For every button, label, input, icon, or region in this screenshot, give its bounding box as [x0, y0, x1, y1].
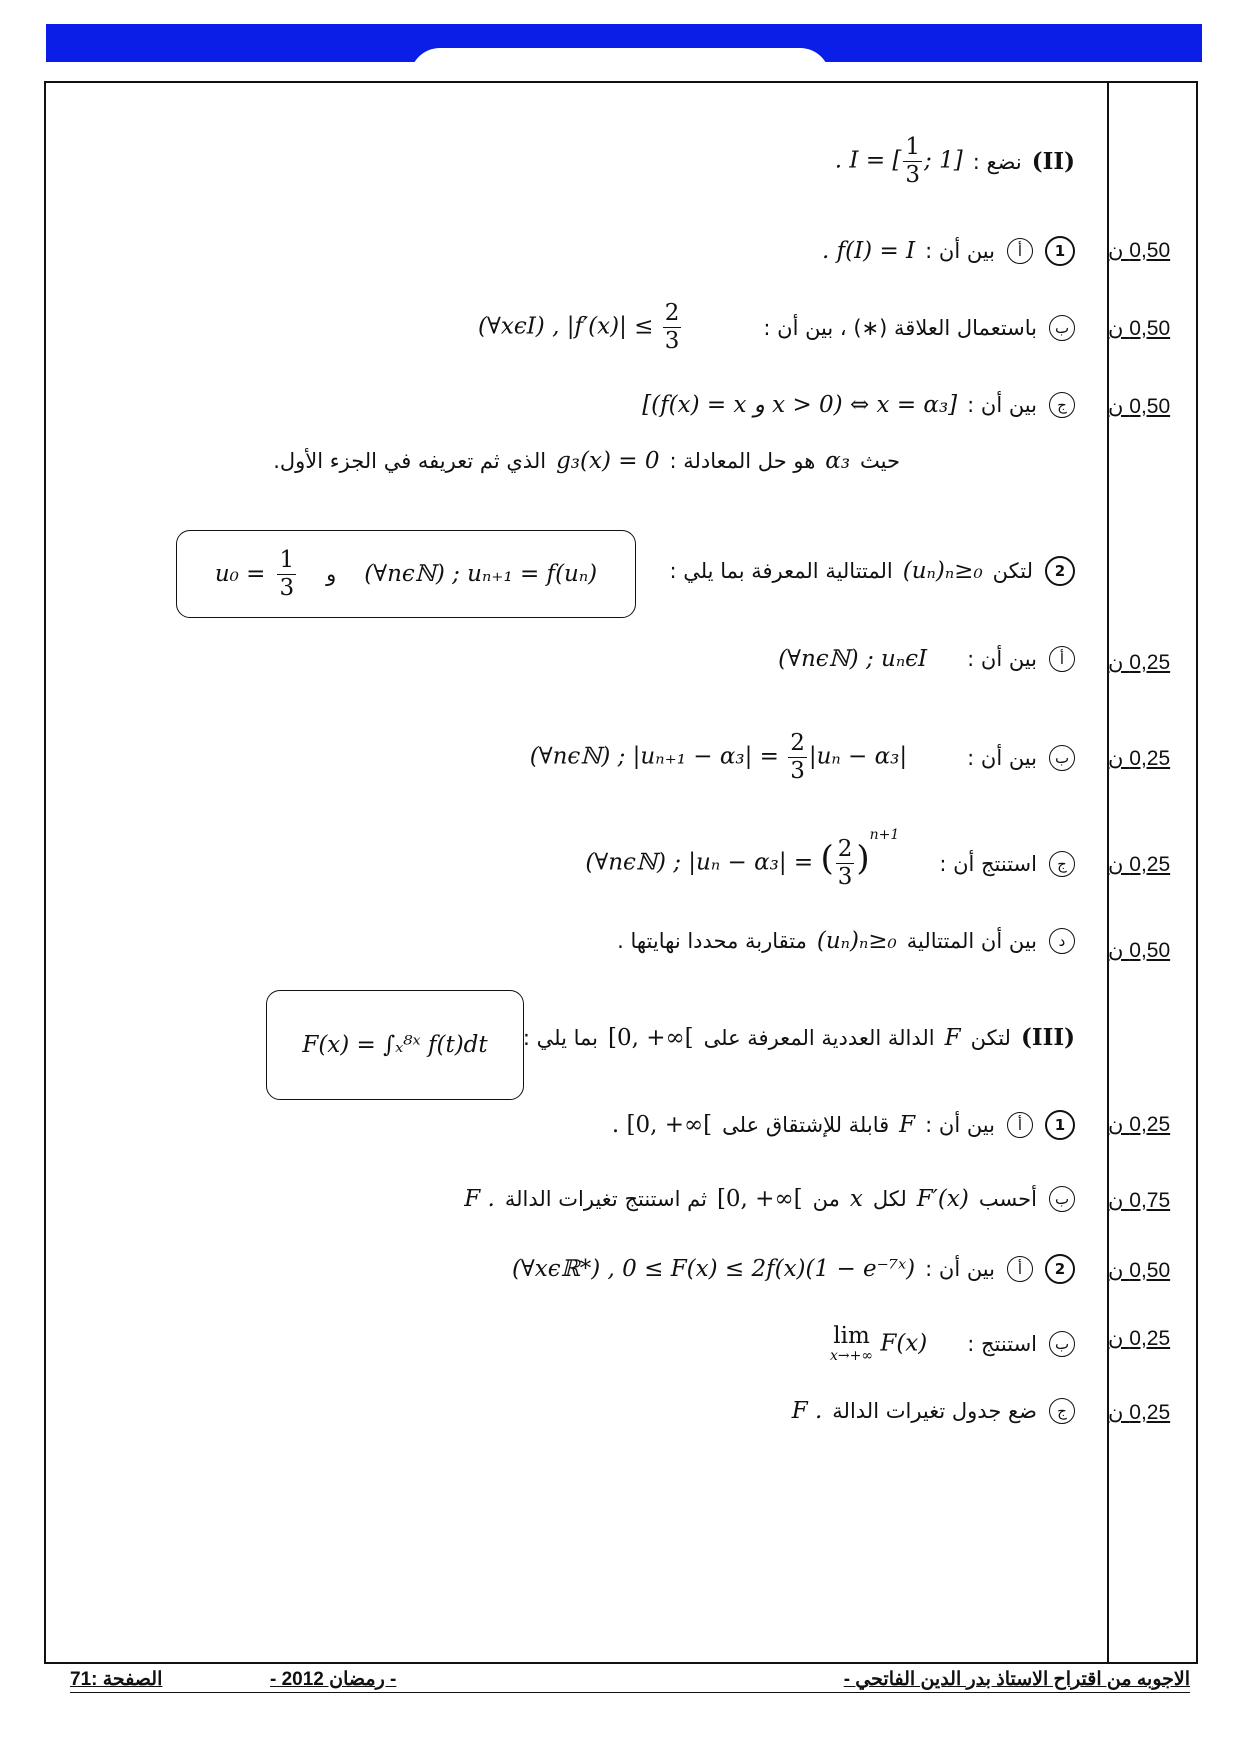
question-math: lim x→+∞ F(x): [830, 1323, 928, 1365]
question-1a: [822, 236, 1075, 266]
question-text: بين أن :: [967, 745, 1037, 770]
question-math: (∀nϵℕ) ; uₙϵI: [778, 646, 928, 672]
letter-marker: ب: [1049, 315, 1075, 341]
question-math: (∀nϵℕ) ; |uₙ − α₃| = ( $\frac{2}{3}$ )$^{n+1}$: [585, 826, 900, 890]
note-text: الذي ثم تعريفه في الجزء الأول.: [273, 449, 547, 473]
letter-marker: د: [1049, 928, 1075, 954]
question-3-2c: [792, 1398, 1075, 1424]
page-footer: [70, 1664, 1190, 1694]
number-marker: 1: [1045, 1110, 1075, 1140]
question-text: بين أن :: [925, 1257, 995, 1281]
question-math: (∀xϵI) , |f′(x)| ≤ $\frac{2}{3}$: [478, 300, 680, 354]
letter-marker: أ: [1007, 238, 1033, 264]
question-math: F .: [791, 1398, 823, 1424]
question-text: بين أن :: [925, 1113, 995, 1137]
letter-marker: ب: [1049, 1186, 1075, 1212]
note-math: α₃: [825, 448, 851, 474]
F-definition: F(x) = ∫ₓ⁸ˣ f(t)dt: [302, 1032, 488, 1058]
footer-line: [70, 1692, 1190, 1693]
section-3-text: لتكن: [970, 1025, 1011, 1050]
question-2b: [530, 732, 1075, 783]
question-math: (∀xϵℝ*) , 0 ≤ F(x) ≤ 2f(x)(1 − e⁻⁷ˣ): [511, 1256, 916, 1282]
box-fraction: $\frac{1}{3}$: [279, 546, 295, 601]
number-marker: 2: [1045, 556, 1075, 586]
lim-text: lim: [833, 1323, 870, 1349]
footer-author: الاجوبه من اقتراح الاستاذ بدر الدين الفاتحي -: [843, 1669, 1190, 1690]
sequence-math: (uₙ)ₙ≥₀: [902, 558, 983, 584]
note-text: حيث: [860, 449, 900, 473]
header-tab: [410, 48, 830, 78]
question-2: [669, 556, 1075, 586]
question-text: متقاربة محددا نهايتها .: [617, 929, 807, 953]
question-math: F: [899, 1112, 916, 1138]
question-math: [(f(x) = x و x > 0) ⇔ x = α₃]: [642, 392, 958, 418]
points-2b: 0,25 ن: [1108, 747, 1171, 770]
points-3-2b: 0,25 ن: [1108, 1327, 1171, 1350]
points-3-2a: 0,50 ن: [1108, 1259, 1171, 1282]
points-3-1b: 0,75 ن: [1108, 1189, 1171, 1212]
section-3-heading: [523, 1024, 1075, 1051]
letter-marker: أ: [1007, 1256, 1033, 1282]
points-1a: 0,50 ن: [1108, 239, 1171, 262]
footer-page-number: الصفحة :71: [70, 1669, 163, 1690]
question-3-1b: [464, 1186, 1075, 1212]
interval-I: . I = [ $\frac{1}{3}$ ; 1]: [834, 134, 963, 188]
section-3-math: F: [944, 1024, 961, 1051]
letter-marker: ج: [1049, 851, 1075, 877]
section-2-intro: نضع :: [972, 149, 1022, 174]
question-math: F .: [464, 1186, 495, 1212]
box-u0: u₀ =: [214, 561, 266, 587]
question-text: باستعمال العلاقة (∗) ، بين أن :: [763, 315, 1037, 340]
points-1c: 0,50 ن: [1108, 395, 1171, 418]
section-3-interval: [0, +∞[: [608, 1024, 694, 1051]
letter-marker: ج: [1049, 392, 1075, 418]
question-math: (uₙ)ₙ≥₀: [816, 928, 897, 954]
letter-marker: ج: [1049, 1398, 1075, 1424]
question-text: أحسب: [978, 1187, 1037, 1211]
section-3-label: (III): [1020, 1024, 1075, 1051]
points-2a: 0,25 ن: [1108, 651, 1171, 674]
letter-marker: ب: [1049, 745, 1075, 771]
question-text: استنتج أن :: [939, 851, 1037, 876]
question-text: بين أن المتتالية: [906, 929, 1037, 953]
question-text: لتكن: [992, 559, 1033, 583]
question-text: بين أن :: [967, 393, 1037, 417]
points-3-1a: 0,25 ن: [1108, 1113, 1171, 1136]
question-text: لكل: [872, 1187, 907, 1211]
letter-marker: أ: [1007, 1112, 1033, 1138]
question-1b: [478, 302, 1075, 353]
question-3-2a: [512, 1254, 1075, 1284]
note-text: هو حل المعادلة :: [669, 449, 816, 473]
F-definition-box: [266, 990, 524, 1100]
points-2d: 0,50 ن: [1108, 939, 1171, 962]
question-text: بين أن :: [967, 647, 1037, 671]
letter-marker: ب: [1049, 1331, 1075, 1357]
question-math: F′(x): [916, 1186, 969, 1212]
note-math: g₃(x) = 0: [556, 448, 660, 474]
question-math: x: [849, 1186, 863, 1212]
question-text: بين أن :: [925, 239, 995, 263]
points-3-2c: 0,25 ن: [1108, 1401, 1171, 1424]
box-and: و: [326, 562, 337, 586]
question-math: (∀nϵℕ) ; |uₙ₊₁ − α₃| = $\frac{2}{3}$ |uₙ − α₃|: [529, 730, 908, 784]
letter-marker: أ: [1049, 646, 1075, 672]
points-1b: 0,50 ن: [1108, 317, 1171, 340]
section-2-label: (II): [1031, 148, 1075, 175]
sequence-definition-box: [176, 530, 636, 618]
question-2a: [778, 646, 1075, 672]
question-3-2b: [830, 1324, 1075, 1365]
question-3-1a: [612, 1110, 1075, 1140]
box-recurrence: (∀nϵℕ) ; uₙ₊₁ = f(uₙ): [364, 561, 598, 587]
question-1c: [642, 392, 1075, 418]
question-text: المتتالية المعرفة بما يلي :: [669, 559, 893, 583]
section-2-heading: [835, 136, 1075, 187]
section-3-text: بما يلي :: [522, 1025, 598, 1050]
question-text: استنتج :: [967, 1332, 1037, 1357]
question-2c: [585, 826, 1075, 890]
question-math: . f(I) = I: [821, 238, 916, 264]
points-2c: 0,25 ن: [1108, 853, 1171, 876]
question-interval: [0, +∞[: [716, 1186, 803, 1212]
footer-date: - رمضان 2012 -: [270, 1669, 397, 1690]
question-text: قابلة للإشتقاق على: [722, 1113, 890, 1137]
question-text: ثم استنتج تغيرات الدالة: [504, 1187, 707, 1211]
number-marker: 1: [1045, 236, 1075, 266]
question-2d: [617, 928, 1075, 954]
alpha-note: [273, 448, 900, 474]
question-text: من: [812, 1187, 840, 1211]
lim-subscript: x→+∞: [830, 1348, 874, 1365]
question-text: ضع جدول تغيرات الدالة: [832, 1399, 1037, 1423]
number-marker: 2: [1045, 1254, 1075, 1284]
section-3-text: الدالة العددية المعرفة على: [703, 1025, 935, 1050]
question-interval: . [0, +∞[: [611, 1112, 713, 1138]
